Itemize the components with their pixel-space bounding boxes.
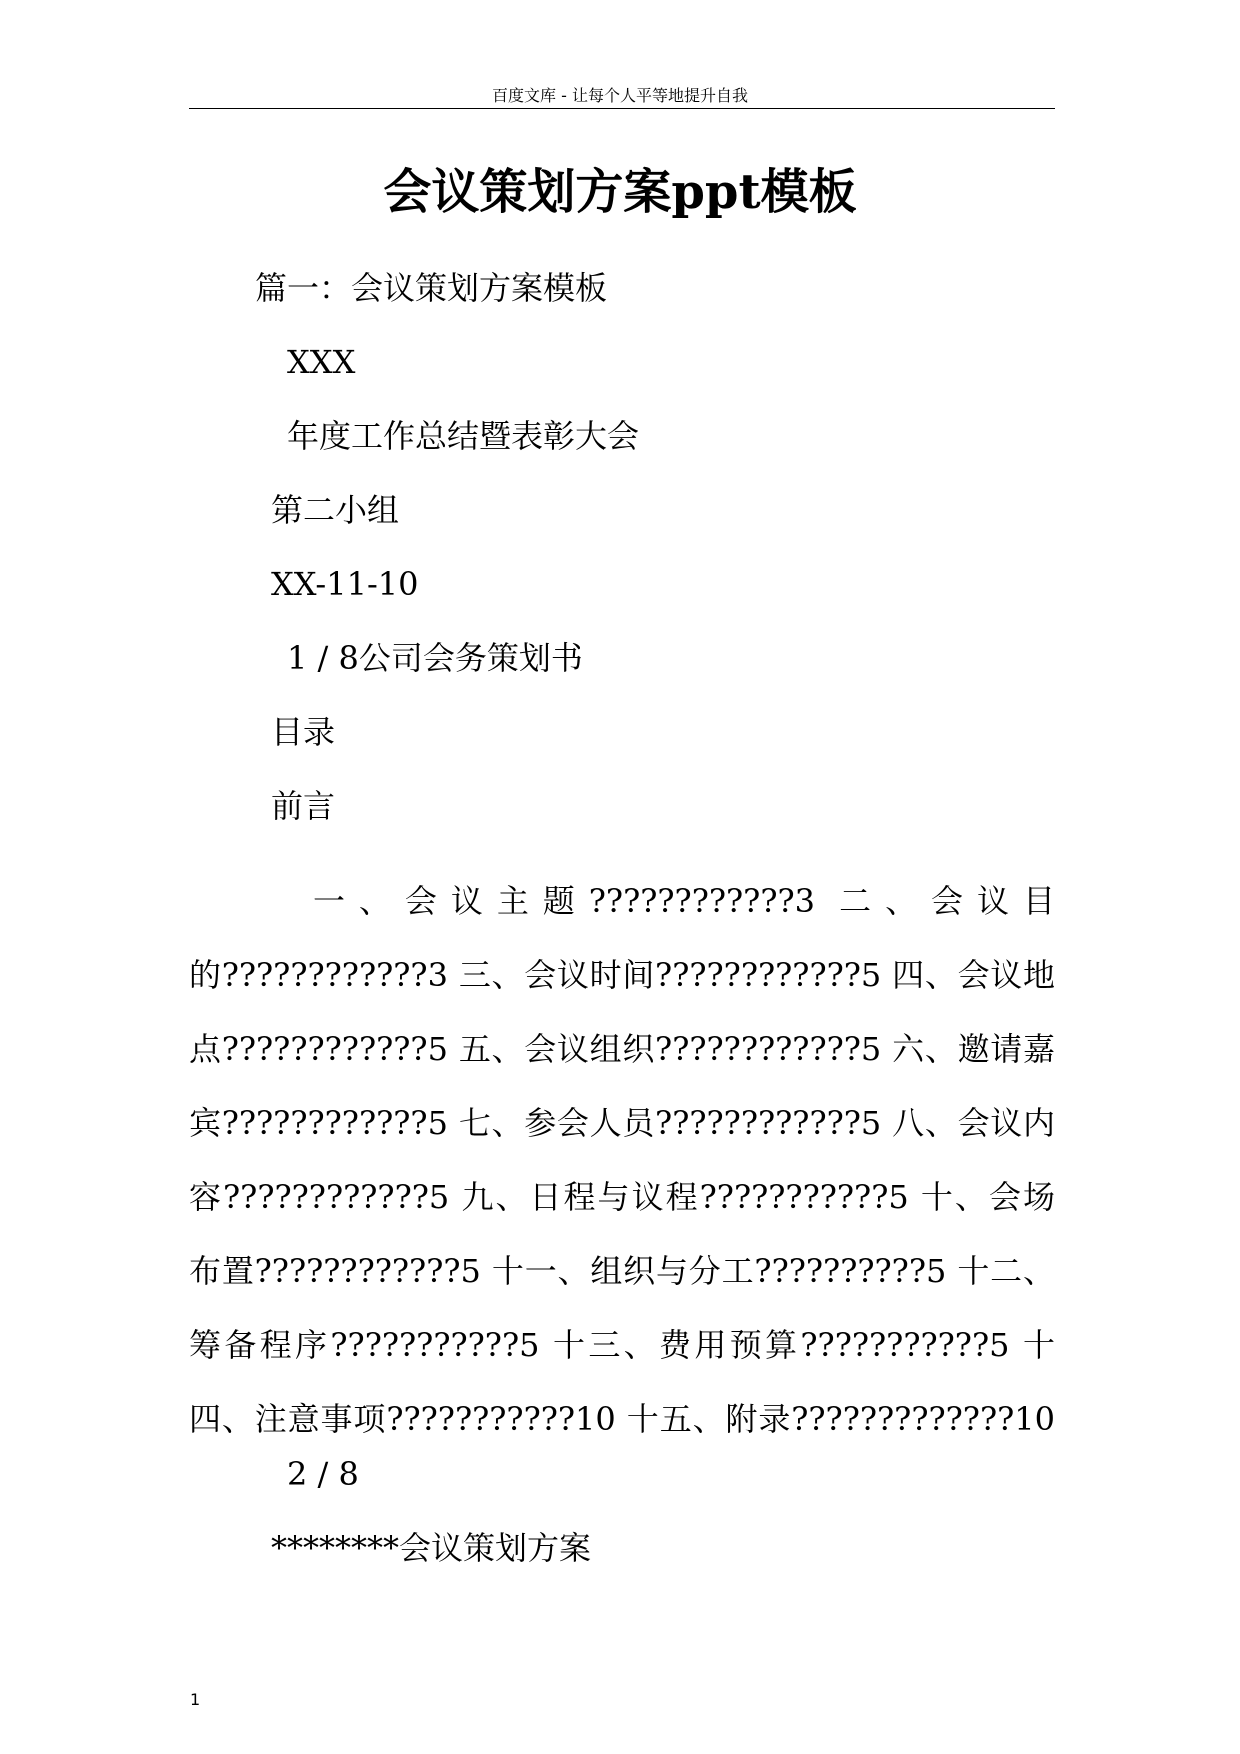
page-header: 百度文库 - 让每个人平等地提升自我 [492, 86, 748, 105]
text-line-xxx: XXX [287, 343, 356, 381]
table-of-contents: 一、会议主题????????????3 二、会议目的????????????3 三、会议时间????????????5 四、会议地点????????????5 五、会议组织????????????5 六、邀请嘉宾????????????5 七、参会人员????????????5 八、会议内容????????????5 九、日程与议程???????????5 十、会场布置????????????5 十一、组织与分工??????????5 十二、筹备程序???????????5 十三、费用预算???????????5 十四、注意事项???????????10 十五、附录?????????????10 [189, 882, 1055, 1438]
page-marker-2: 2 / 8 [287, 1455, 359, 1493]
page-number: 1 [190, 1690, 201, 1709]
contents-heading: 目录 [271, 713, 336, 751]
group-name-line: 第二小组 [271, 491, 400, 529]
page-marker-company-plan: 1 / 8公司会务策划书 [287, 639, 583, 677]
header-divider [189, 108, 1055, 109]
preface-heading: 前言 [271, 787, 336, 825]
section-heading-part-one: 篇一：会议策划方案模板 [255, 269, 608, 307]
date-line: XX-11-10 [271, 565, 419, 603]
document-title: 会议策划方案ppt模板 [383, 164, 857, 220]
plan-section-heading: ********会议策划方案 [271, 1529, 592, 1567]
event-name-line: 年度工作总结暨表彰大会 [287, 417, 640, 455]
